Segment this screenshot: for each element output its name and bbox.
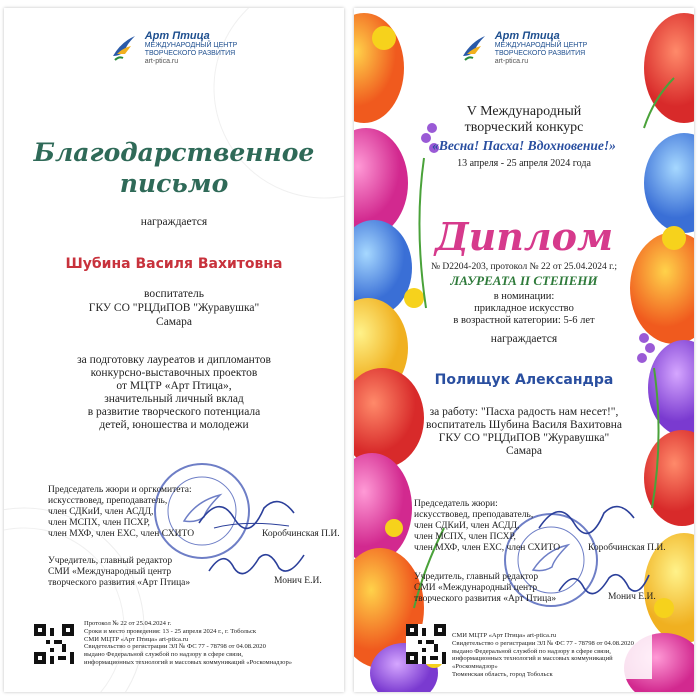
recipient-name: Шубина Василя Вахитовна — [65, 256, 283, 272]
bird-logo-icon — [111, 34, 137, 62]
logo-line2: ТВОРЧЕСКОГО РАЗВИТИЯ — [494, 50, 586, 57]
jury-name: Коробчинская П.И. — [262, 529, 340, 539]
qr-code-icon — [34, 624, 74, 664]
bird-logo-icon — [461, 34, 487, 62]
logo — [354, 30, 694, 65]
recipient-name: Полищук Александра — [434, 372, 614, 388]
footer-info — [452, 632, 652, 679]
work-block — [354, 406, 694, 458]
background-swirl-decoration — [4, 8, 344, 692]
work-title: за работу: "Пасха радость нам несет!", — [429, 406, 619, 418]
city: Самара — [506, 445, 542, 457]
contest-line1: V Международный — [466, 104, 582, 119]
recipient-org: ГКУ СО "РЦДиПОВ "Журавушка" — [88, 302, 260, 314]
reason-line: детей, юношества и молодежи — [99, 419, 249, 431]
founder-line: творческого развития «Арт Птица» — [414, 594, 557, 604]
logo-brand: Арт Птица — [494, 30, 560, 42]
founder-line: Учредитель, главный редактор — [414, 572, 539, 582]
logo-line1: МЕЖДУНАРОДНЫЙ ЦЕНТР — [144, 42, 238, 49]
founder-line: СМИ «Международный центр — [48, 567, 172, 577]
footer-info — [84, 620, 334, 667]
founder-line: творческого развития «Арт Птица» — [48, 578, 191, 588]
recipient-role: воспитатель — [144, 288, 204, 300]
reason-line: за подготовку лауреатов и дипломантов — [77, 354, 271, 366]
reason-line: в развитие творческого потенциала — [87, 406, 261, 418]
reason-text — [4, 354, 344, 432]
awarded-label: награждается — [490, 333, 558, 345]
footer-line: выдано Федеральной службой по надзору в сфере связи, — [452, 647, 611, 655]
awarded-label: награждается — [140, 216, 208, 228]
footer-line: Свидетельство о регистрации ЭЛ № ФС 77 - 78798 от 04.08.2020 — [452, 639, 634, 647]
footer-line: Протокол № 22 от 25.04.2024 г. — [84, 620, 172, 627]
jury-block — [48, 485, 194, 540]
nomination-label: в номинации: — [493, 291, 555, 302]
diploma-number: № D2204-203, протокол № 22 от 25.04.2024 г.; — [430, 262, 617, 272]
reason-line: конкурсно-выставочных проектов — [90, 367, 258, 379]
founder-block — [48, 556, 190, 589]
logo-brand: Арт Птица — [144, 30, 210, 42]
reason-line: значительный личный вклад — [104, 393, 244, 405]
footer-line: Тюменская область, город Тобольск — [452, 670, 553, 678]
founder-block — [414, 572, 556, 605]
qr-code-icon — [406, 624, 446, 664]
title-line1: Благодарственное — [33, 138, 315, 167]
jury-line: Председатель жюри: — [414, 499, 498, 509]
founder-name: Монич Е.И. — [608, 592, 656, 602]
thank-you-letter — [4, 8, 344, 692]
jury-line: Председатель жюри и оргкомитета: — [48, 485, 192, 495]
logo-line1: МЕЖДУНАРОДНЫЙ ЦЕНТР — [494, 42, 588, 49]
age-category: в возрастной категории: 5-6 лет — [453, 315, 595, 326]
founder-line: Учредитель, главный редактор — [48, 556, 173, 566]
jury-line: член МСПХ, член ПСХР, — [48, 518, 150, 528]
jury-line: член МХФ, член ЕХС, член СХИТО — [48, 529, 195, 539]
title-line2: письмо — [119, 169, 229, 198]
founder-name: Монич Е.И. — [274, 576, 322, 586]
jury-block — [414, 499, 560, 554]
jury-name: Коробчинская П.И. — [588, 543, 666, 553]
contest-line2: творческий конкурс — [464, 120, 584, 135]
jury-line: член МСПХ, член ПСХР, — [414, 532, 516, 542]
recipient-city: Самара — [156, 316, 192, 328]
letter-title — [4, 138, 344, 198]
jury-line: искусствовед, преподаватель, — [48, 496, 168, 506]
contest-dates: 13 апреля - 25 апреля 2024 года — [457, 158, 591, 169]
signature-jury — [194, 488, 304, 533]
footer-line: Свидетельство о регистрации ЭЛ № ФС 77 - 78798 от 04.08.2020 — [84, 643, 266, 651]
reason-line: от МЦТР «Арт Птица», — [116, 380, 232, 392]
nomination: прикладное искусство — [474, 303, 574, 314]
jury-line: искусствовед, преподаватель, — [414, 510, 534, 520]
logo-site: art-ptica.ru — [144, 58, 179, 65]
footer-line: выдано Федеральной службой по надзору в сфере связи, — [84, 651, 243, 659]
footer-line: СМИ МЦТР «Арт Птица» art-ptica.ru — [452, 632, 557, 639]
founder-line: СМИ «Международный центр — [414, 583, 538, 593]
jury-line: член МХФ, член ЕХС, член СХИТО — [414, 543, 561, 553]
logo-line2: ТВОРЧЕСКОГО РАЗВИТИЯ — [144, 50, 236, 57]
jury-line: член СДКиИ, член АСДД, — [414, 521, 520, 531]
nomination-block — [354, 291, 694, 327]
footer-line: Сроки и место проведения: 13 - 25 апреля 2024 г., г. Тобольск — [84, 627, 257, 635]
logo — [4, 30, 344, 65]
footer-line: СМИ МЦТР «Арт Птица» art-ptica.ru — [84, 635, 189, 643]
diploma-title: Диплом — [434, 214, 614, 259]
contest-name: «Весна! Пасха! Вдохновение!» — [432, 138, 616, 153]
org: ГКУ СО "РЦДиПОВ "Журавушка" — [438, 432, 610, 444]
contest-title — [354, 104, 694, 172]
diploma — [354, 8, 694, 692]
footer-line: информационных технологий и массовых коммуникаций «Роскомнадзор» — [452, 655, 613, 671]
jury-line: член СДКиИ, член АСДД, — [48, 507, 154, 517]
degree: ЛАУРЕАТА II СТЕПЕНИ — [450, 273, 598, 288]
footer-line: информационных технологий и массовых коммуникаций «Роскомнадзор» — [84, 658, 293, 666]
logo-site: art-ptica.ru — [494, 58, 529, 65]
teacher: воспитатель Шубина Василя Вахитовна — [425, 419, 623, 431]
